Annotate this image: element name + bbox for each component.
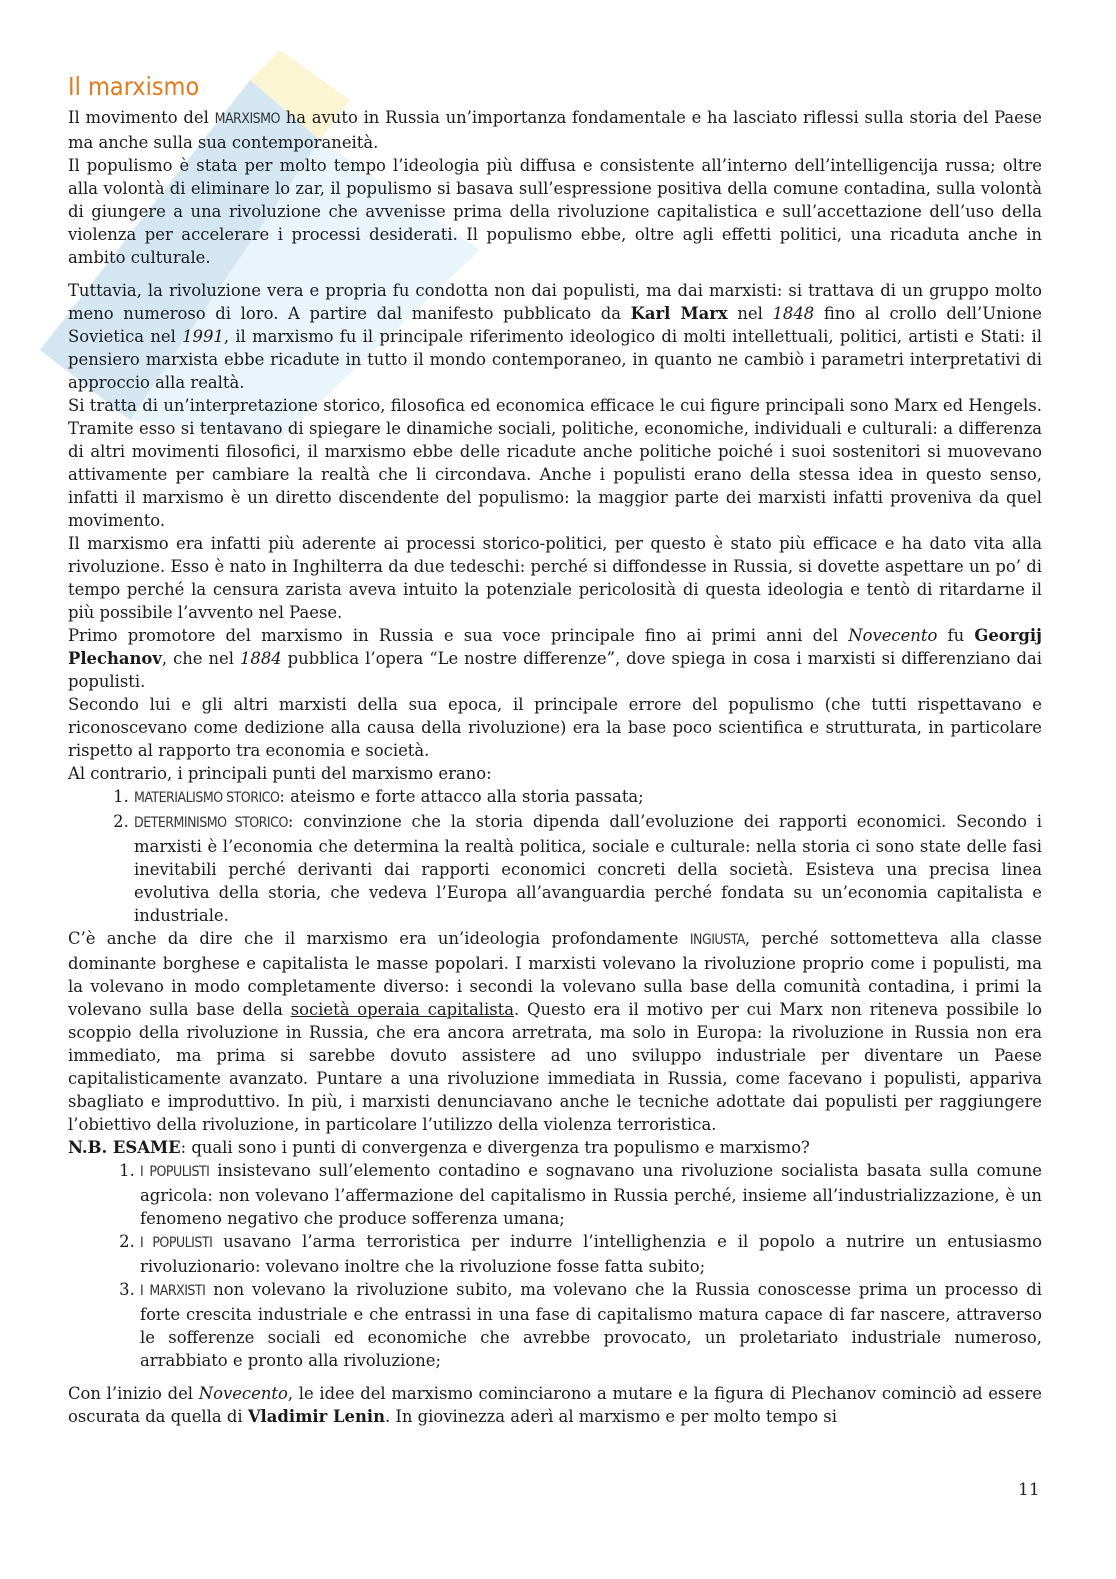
keyword: MARXISMO: [214, 111, 280, 127]
list-marxism-points: [68, 785, 1042, 927]
list-comparison: [68, 1159, 1042, 1372]
paragraph-populism: Il populismo è stata per molto tempo l’ideologia più diffusa e consistente all’interno dell’intelligencija russa; oltre alla volontà di eliminare lo zar, il populismo si basava sull’espressione positiva della comune contadina, sulla volontà di giungere a una rivoluzione che avvenisse prima della rivoluzione capitalistica e sull’accettazione dell’uso della violenza per accelerare i processi desiderati. Il populismo ebbe, oltre agli effetti politici, una ricaduta anche in ambito culturale.: [68, 156, 1042, 267]
list-item: 1. MATERIALISMO STORICO: ateismo e forte attacco alla storia passata;: [134, 785, 1042, 810]
list-item: 2. I POPULISTI usavano l’arma terroristica per indurre l’intellighenzia e il popolo a nutrire un entusiasmo rivoluzionario: volevano inoltre che la rivoluzione fosse fatta subito;: [140, 1230, 1042, 1278]
list-item: 3. I MARXISTI non volevano la rivoluzione subito, ma volevano che la Russia conoscesse prima un processo di forte crescita industriale e che entrassi in una fase di capitalismo matura capace di far nascere, attraverso le sofferenze sociali ed economiche che avrebbe provocato, un proletariato industriale numeroso, arrabbiato e pronto alla rivoluzione;: [140, 1278, 1042, 1372]
keyword: INGIUSTA: [689, 932, 745, 948]
paragraph-interpretation: Si tratta di un’interpretazione storico, filosofica ed economica efficace le cui figure principali sono Marx ed Hengels. Tramite esso si tentavano di spiegare le dinamiche sociali, politiche, economiche, individuali e culturali: a differenza di altri movimenti filosofici, il marxismo ebbe delle ricadute anche politiche poiché i suoi sostenitori si muovevano attivamente per cambiare la realtà che li circondava. Anche i populisti erano della stessa idea in questo senso, infatti il marxismo è un diretto discendente del populismo: la maggior parte dei marxisti infatti proveniva da quel movimento.: [68, 396, 1042, 530]
paragraph-points-intro: Al contrario, i principali punti del marxismo erano:: [68, 764, 492, 783]
list-item: 2. DETERMINISMO STORICO: convinzione che la storia dipenda dall’evoluzione dei rapporti economici. Secondo i marxisti è l’economia che determina la realtà politica, sociale e culturale: nella storia ci sono state delle fasi inevitabili perché derivanti dai rapporti economici concreti della società. Esisteva una precisa linea evolutiva della storia, che vedeva l’Europa all’avanguardia perché fondata su un’economia capitalista e industriale.: [134, 810, 1042, 927]
paragraph-revolution: Tuttavia, la rivoluzione vera e propria fu condotta non dai populisti, ma dai marxisti: si trattava di un gruppo molto meno numeroso di loro. A partire dal manifesto pubblicato da Karl Marx nel 1848 fino al crollo dell’Unione Sovietica nel 1991, il marxismo fu il principale riferimento ideologico di molti intellettuali, politici, artisti e Stati: il pensiero marxista ebbe ricadute in tutto il mondo contemporaneo, in quanto ne cambiò i parametri interpretativi di approccio alla realtà.: [68, 281, 1043, 392]
page-number: 11: [1018, 1480, 1040, 1500]
document-page: [68, 72, 1042, 1428]
exam-note: N.B. ESAME: quali sono i punti di convergenza e divergenza tra populismo e marxismo?: [68, 1138, 810, 1157]
underlined-text: società operaia capitalista: [290, 1000, 515, 1019]
paragraph-lenin: Con l’inizio del Novecento, le idee del marxismo cominciarono a mutare e la figura di Plechanov cominciò ad essere oscurata da quella di Vladimir Lenin. In giovinezza aderì al marxismo e per molto tempo si: [68, 1384, 1042, 1426]
paragraph-unjust: C’è anche da dire che il marxismo era un’ideologia profondamente INGIUSTA, perché sottometteva alla classe dominante borghese e capitalista le masse popolari. I marxisti volevano la rivoluzione proprio come i populisti, ma la volevano in modo completamente diverso: i secondi la volevano sulla base della comunità contadina, i primi la volevano sulla base della società operaia capitalista. Questo era il motivo per cui Marx non riteneva possibile lo scoppio della rivoluzione in Russia, che era ancora arretrata, ma solo in Europa: la rivoluzione in Russia non era immediato, ma prima si sarebbe dovuto assistere ad uno sviluppo industriale per diventare un Paese capitalisticamente avanzato. Puntare a una rivoluzione immediata in Russia, come facevano i populisti, appariva sbagliato e improduttivo. In più, i marxisti denunciavano anche le tecniche adottate dai populisti per raggiungere l’obiettivo della rivoluzione, in particolare l’utilizzo della violenza terroristica.: [68, 929, 1043, 1134]
paragraph-adherence: Il marxismo era infatti più aderente ai processi storico-politici, per questo è stato più efficace e ha dato vita alla rivoluzione. Esso è nato in Inghilterra da due tedeschi: perché si diffondesse in Russia, si dovette aspettare un po’ di tempo perché la censura zarista aveva intuito la potenziale pericolosità di questa ideologia e tentò di ritardarne il più possibile l’avvento nel Paese.: [68, 534, 1042, 622]
paragraph-plechanov: Primo promotore del marxismo in Russia e sua voce principale fino ai primi anni del Novecento fu Georgij Plechanov, che nel 1884 pubblica l’opera “Le nostre differenze”, dove spiega in cosa i marxisti si differenziano dai populisti.: [68, 626, 1042, 691]
bold-name: Vladimir Lenin: [247, 1407, 386, 1426]
paragraph-intro: Il movimento del MARXISMO ha avuto in Russia un’importanza fondamentale e ha lasciato riflessi sulla storia del Paese ma anche sulla sua contemporaneità.: [68, 108, 1042, 152]
page-title: Il marxismo: [68, 72, 200, 101]
bold-name: Georgij Plechanov: [68, 626, 1042, 668]
paragraph-error: Secondo lui e gli altri marxisti della sua epoca, il principale errore del populismo (che tutti rispettavano e riconoscevano come dedizione alla causa della rivoluzione) era la base poco scientifica e strutturata, in particolare rispetto al rapporto tra economia e società.: [68, 695, 1042, 760]
bold-name: Karl Marx: [630, 304, 728, 323]
list-item: 1. I POPULISTI insistevano sull’elemento contadino e sognavano una rivoluzione socialista basata sulla comune agricola: non volevano l’affermazione del capitalismo in Russia perché, insieme all’industrializzazione, è un fenomeno negativo che produce sofferenza umana;: [140, 1159, 1042, 1230]
